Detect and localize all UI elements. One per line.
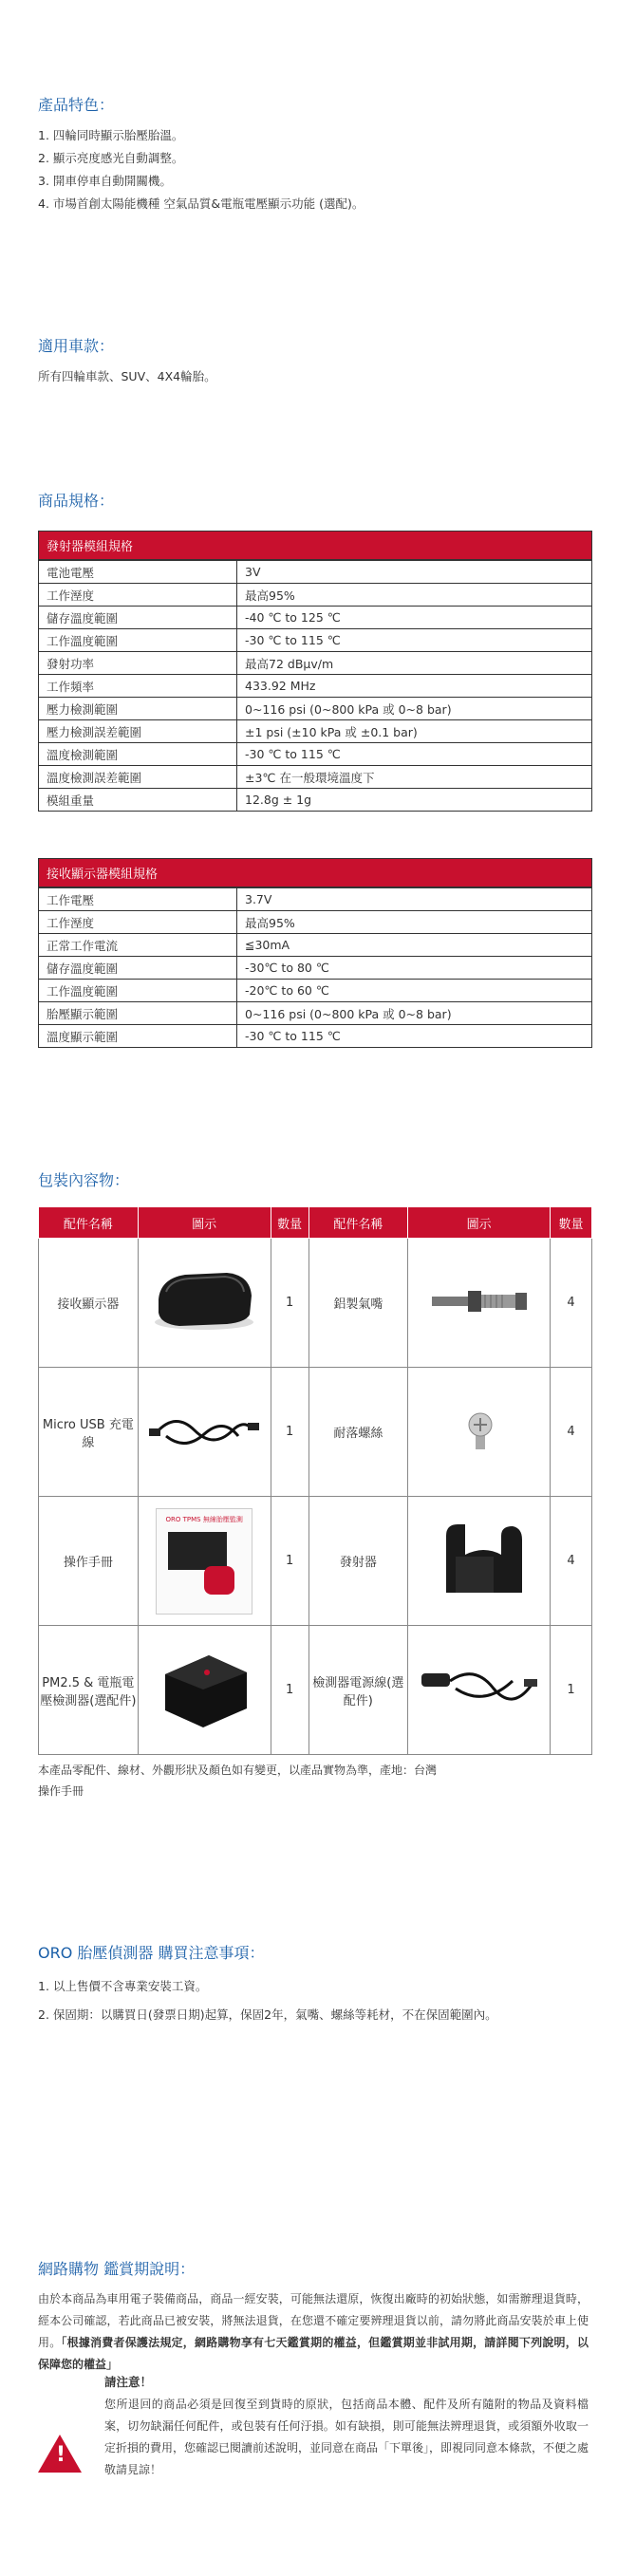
spec-value: 0~116 psi (0~800 kPa 或 0~8 bar) [237, 1002, 592, 1025]
spec-row [39, 698, 592, 720]
features-section [38, 93, 589, 215]
item-name: 鋁製氣嘴 [308, 1239, 408, 1368]
spec-row [39, 980, 592, 1002]
package-table [38, 1206, 592, 1755]
spec-row [39, 789, 592, 812]
item-qty: 1 [271, 1368, 308, 1497]
spec-value: -20℃ to 60 ℃ [237, 980, 592, 1002]
item-qty: 1 [271, 1239, 308, 1368]
spec-row [39, 561, 592, 584]
sensor-spec-table [38, 531, 592, 812]
trial-text: 由於本商品為車用電子裝備商品，商品一經安裝，可能無法還原，恢復出廠時的初始狀態，如需辦理退貨時，經本公司確認，若此商品已被安裝，將無法退貨，在您還不確定要辨理退貨以前，請勿將此商品安裝於車上使用。 [38, 2292, 589, 2349]
trial-emphasis: 「根據消費者保護法規定，網路購物享有七天鑑賞期的權益，但鑑賞期並非試用期，請詳閱下列說明，以保障您的權益」 [38, 2336, 589, 2371]
spec-key: 胎壓顯示範圍 [39, 1002, 237, 1025]
item-qty: 4 [551, 1239, 592, 1368]
spec-key: 工作頻率 [39, 675, 237, 698]
spec-value: -30 ℃ to 115 ℃ [237, 1025, 592, 1048]
specs-section [38, 489, 589, 520]
spec-value: 0~116 psi (0~800 kPa 或 0~8 bar) [237, 698, 592, 720]
feature-item: 1. 四輪同時顯示胎壓胎溫。 [38, 128, 184, 142]
package-section [38, 1168, 589, 1200]
features-title: 產品特色： [38, 96, 115, 114]
spec-key: 工作溫度範圍 [39, 980, 237, 1002]
spec-key: 電池電壓 [39, 561, 237, 584]
receiver-spec-header: 接收顯示器模組規格 [38, 858, 592, 887]
spec-key: 工作電壓 [39, 888, 237, 911]
item-name: 接收顯示器 [39, 1239, 139, 1368]
col-header: 數量 [271, 1207, 308, 1239]
spec-value: 3V [237, 561, 592, 584]
item-qty: 1 [551, 1626, 592, 1755]
item-image [138, 1368, 271, 1497]
warning-icon: ! [38, 2435, 82, 2473]
col-header: 數量 [551, 1207, 592, 1239]
trial-title: 網路購物 鑑賞期說明： [38, 2260, 196, 2278]
warning-text: 您所退回的商品必須是回復至到貨時的原狀，包括商品本體、配件及所有隨附的物品及資料檔案，切勿缺漏任何配件，或包裝有任何汙損。如有缺損，則可能無法辨理退貨，或須額外收取一定折損的費用，您確認已閱讀前述說明，並同意在商品「下單後」，即視同同意本條款，不便之處敬請見諒！ [104, 2398, 589, 2476]
col-header: 配件名稱 [39, 1207, 139, 1239]
feature-item: 2. 顯示亮度感光自動調整。 [38, 151, 184, 165]
package-table-wrap [38, 1206, 592, 1755]
receiver-display-image [147, 1263, 261, 1339]
spec-row [39, 766, 592, 789]
purchase-section [38, 1941, 589, 2029]
spec-value: ≦30mA [237, 934, 592, 957]
item-image [408, 1497, 551, 1626]
spec-value: 433.92 MHz [237, 675, 592, 698]
spec-row [39, 675, 592, 698]
trial-section [38, 2257, 589, 2376]
spec-value: ±3℃ 在一般環境溫度下 [237, 766, 592, 789]
item-image [408, 1368, 551, 1497]
table-row [39, 1368, 592, 1497]
spec-value: 最高95% [237, 911, 592, 934]
purchase-item: 1. 以上售價不含專業安裝工資。 [38, 1979, 208, 1993]
spec-value: -40 ℃ to 125 ℃ [237, 607, 592, 629]
item-image [408, 1239, 551, 1368]
spec-key: 發射功率 [39, 652, 237, 675]
spec-value: 12.8g ± 1g [237, 789, 592, 812]
spec-key: 儲存溫度範圍 [39, 957, 237, 980]
models-text: 所有四輪車款、SUV、4X4輪胎。 [38, 369, 216, 383]
item-name: PM2.5 & 電瓶電壓檢測器(選配件) [39, 1626, 139, 1755]
item-qty: 4 [551, 1497, 592, 1626]
package-note: 本產品零配件、線材、外觀形狀及顏色如有變更，以產品實物為準，產地：台灣 [38, 1764, 438, 1777]
col-header: 圖示 [408, 1207, 551, 1239]
package-title: 包裝內容物： [38, 1171, 130, 1189]
item-image [138, 1626, 271, 1755]
table-row [39, 1626, 592, 1755]
spec-value: -30℃ to 80 ℃ [237, 957, 592, 980]
warning-box [38, 2373, 589, 2481]
spec-row [39, 888, 592, 911]
feature-item: 3. 開車停車自動開關機。 [38, 174, 172, 188]
spec-row [39, 720, 592, 743]
item-image [138, 1497, 271, 1626]
table-row [39, 1497, 592, 1626]
purchase-item: 2. 保固期：以購買日(發票日期)起算，保固2年，氣嘴、螺絲等耗材，不在保固範圍內。 [38, 2007, 497, 2022]
spec-row [39, 629, 592, 652]
item-image [138, 1239, 271, 1368]
pm25-detector-image [152, 1646, 256, 1731]
spec-row [39, 607, 592, 629]
spec-row [39, 584, 592, 607]
package-notes [38, 1760, 589, 1801]
spec-key: 儲存溫度範圍 [39, 607, 237, 629]
valve-stem-image [422, 1278, 536, 1325]
spec-row [39, 1002, 592, 1025]
spec-key: 溫度檢測範圍 [39, 743, 237, 766]
spec-row [39, 652, 592, 675]
receiver-spec-table [38, 858, 592, 1048]
table-row [39, 1239, 592, 1368]
spec-value: 最高95% [237, 584, 592, 607]
usb-cable-image [147, 1402, 261, 1459]
spec-value: -30 ℃ to 115 ℃ [237, 629, 592, 652]
spec-row [39, 911, 592, 934]
package-note: 操作手冊 [38, 1784, 84, 1798]
spec-key: 工作溼度 [39, 911, 237, 934]
sensor-spec-header: 發射器模組規格 [38, 531, 592, 560]
power-cable-image [418, 1660, 541, 1717]
spec-key: 工作溫度範圍 [39, 629, 237, 652]
manual-image [156, 1508, 252, 1615]
item-name: 耐落螺絲 [308, 1368, 408, 1497]
spec-key: 壓力檢測範圍 [39, 698, 237, 720]
models-section [38, 334, 589, 388]
spec-value: -30 ℃ to 115 ℃ [237, 743, 592, 766]
spec-key: 溫度顯示範圍 [39, 1025, 237, 1048]
spec-key: 壓力檢測誤差範圍 [39, 720, 237, 743]
col-header: 圖示 [138, 1207, 271, 1239]
item-name: 操作手冊 [39, 1497, 139, 1626]
spec-row [39, 743, 592, 766]
spec-key: 模組重量 [39, 789, 237, 812]
purchase-title: ORO 胎壓偵測器 購買注意事項： [38, 1944, 265, 1962]
specs-title: 商品規格： [38, 492, 115, 510]
col-header: 配件名稱 [308, 1207, 408, 1239]
warning-title: 請注意！ [104, 2375, 153, 2389]
item-image [408, 1626, 551, 1755]
sensor-transmitter-image [427, 1517, 532, 1602]
models-title: 適用車款： [38, 337, 115, 355]
item-qty: 1 [271, 1497, 308, 1626]
item-qty: 1 [271, 1626, 308, 1755]
manual-cover-text: ORO TPMS 無線胎壓監測 [165, 1515, 243, 1523]
spec-row [39, 1025, 592, 1048]
spec-key: 正常工作電流 [39, 934, 237, 957]
spec-key: 溫度檢測誤差範圍 [39, 766, 237, 789]
spec-value: 3.7V [237, 888, 592, 911]
spec-value: 最高72 dBμv/m [237, 652, 592, 675]
item-name: Micro USB 充電線 [39, 1368, 139, 1497]
spec-row [39, 934, 592, 957]
spec-row [39, 957, 592, 980]
spec-value: ±1 psi (±10 kPa 或 ±0.1 bar) [237, 720, 592, 743]
screw-image [451, 1402, 508, 1459]
feature-item: 4. 市場首創太陽能機種 空氣品質&電瓶電壓顯示功能 (選配)。 [38, 196, 365, 211]
item-name: 檢測器電源線(選配件) [308, 1626, 408, 1755]
spec-key: 工作溼度 [39, 584, 237, 607]
item-name: 發射器 [308, 1497, 408, 1626]
item-qty: 4 [551, 1368, 592, 1497]
